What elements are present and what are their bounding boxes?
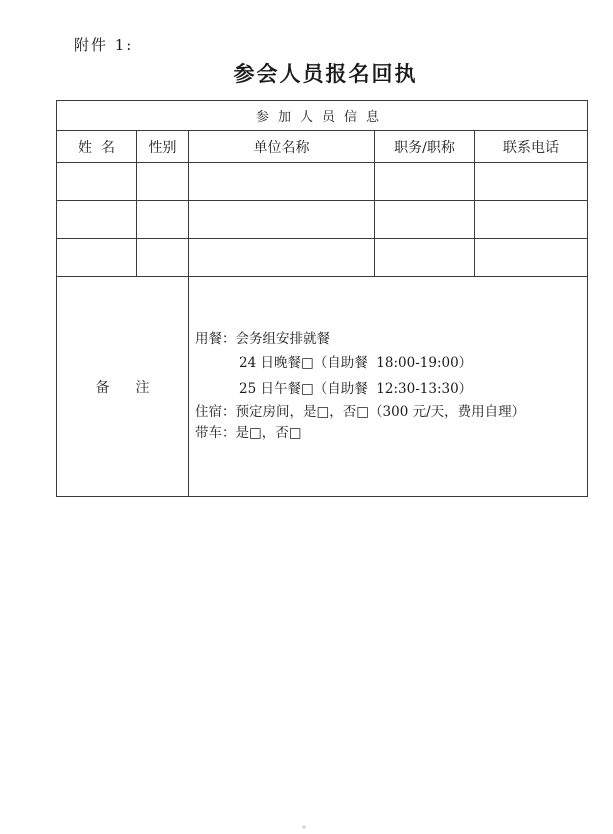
name-cell[interactable] [57,201,137,239]
gender-cell[interactable] [137,201,189,239]
column-header-position: 职务/职称 [375,131,475,163]
phone-cell[interactable] [475,163,588,201]
gender-cell[interactable] [137,239,189,277]
organization-cell[interactable] [189,163,375,201]
remarks-label [57,277,189,497]
phone-cell[interactable] [475,239,588,277]
section-header-row [57,101,588,131]
dinner-24-option[interactable]: 24 日晚餐□（自助餐 18:00-19:00） [239,355,473,371]
car-option[interactable]: 带车：是□，否□ [195,425,302,441]
section-header: 参加人员信息 [57,101,588,131]
column-header-row [57,131,588,163]
registration-table [56,100,588,497]
lunch-25-option[interactable]: 25 日午餐□（自助餐 12:30-13:30） [239,381,473,397]
remarks-row [57,277,588,497]
page-title: 参会人员报名回执 [233,62,418,86]
name-cell[interactable] [57,239,137,277]
column-header-name: 姓 名 [57,131,137,163]
table-row [57,201,588,239]
organization-cell[interactable] [189,239,375,277]
lodging-option[interactable]: 住宿：预定房间，是□，否□（300 元/天，费用自理） [195,404,526,420]
column-header-phone: 联系电话 [475,131,588,163]
phone-cell[interactable] [475,201,588,239]
organization-cell[interactable] [189,201,375,239]
position-cell[interactable] [375,201,475,239]
name-cell[interactable] [57,163,137,201]
meal-note: 用餐：会务组安排就餐 [195,331,330,347]
column-header-organization: 单位名称 [189,131,375,163]
scan-mark [302,825,306,829]
table-row [57,163,588,201]
gender-cell[interactable] [137,163,189,201]
column-header-gender: 性别 [137,131,189,163]
remarks-content [189,277,588,497]
position-cell[interactable] [375,163,475,201]
position-cell[interactable] [375,239,475,277]
table-row [57,239,588,277]
attachment-label: 附件 1: [74,36,134,54]
remarks-label-text: 备注 [95,379,176,396]
